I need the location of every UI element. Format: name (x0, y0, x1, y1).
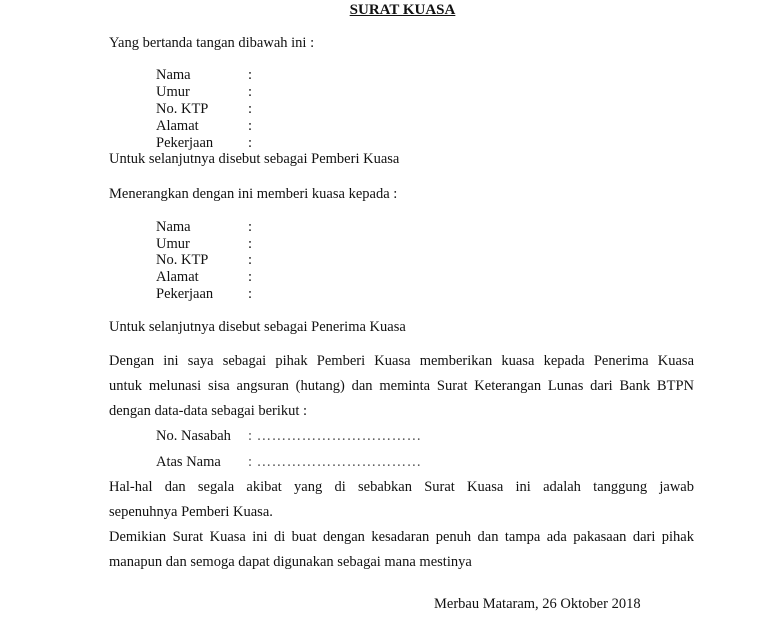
grantee-name-label: Nama (156, 219, 191, 235)
account-holder-label: Atas Nama (156, 454, 221, 470)
purpose-line-3: dengan data-data sebagai berikut : (109, 403, 308, 419)
grantee-role-text: Untuk selanjutnya disebut sebagai Penerima Kuasa (109, 319, 406, 335)
account-number-label: No. Nasabah (156, 428, 231, 444)
intro-text: Yang bertanda tangan dibawah ini : (109, 35, 315, 51)
grantee-name-colon: : (248, 219, 253, 235)
purpose-line-1: Dengan ini saya sebagai pihak Pemberi Kuasa memberikan kuasa kepada Penerima Kuasa (109, 353, 694, 369)
account-holder-value: : …………………………… (248, 454, 422, 470)
grantee-age-colon: : (248, 236, 253, 252)
grantor-age-colon: : (248, 84, 253, 100)
responsibility-line-1: Hal-hal dan segala akibat yang di sebabkan Surat Kuasa ini adalah tanggung jawab (109, 479, 694, 495)
closing-line-1: Demikian Surat Kuasa ini di buat dengan kesadaran penuh dan tampa ada pakasaan dari pihak (109, 529, 694, 545)
grantor-name-label: Nama (156, 67, 191, 83)
grantor-job-colon: : (248, 135, 253, 151)
grantor-address-label: Alamat (156, 118, 199, 134)
purpose-line-2: untuk melunasi sisa angsuran (hutang) dan meminta Surat Keterangan Lunas dari Bank BTPN (109, 378, 694, 394)
grantor-ktp-colon: : (248, 101, 253, 117)
responsibility-line-2: sepenuhnya Pemberi Kuasa. (109, 504, 273, 520)
grantor-role-text: Untuk selanjutnya disebut sebagai Pemberi Kuasa (109, 151, 400, 167)
closing-line-2: manapun dan semoga dapat digunakan sebagai mana mestinya (109, 554, 472, 570)
declaration-text: Menerangkan dengan ini memberi kuasa kepada : (109, 186, 398, 202)
account-number-value: : …………………………… (248, 428, 422, 444)
grantee-job-colon: : (248, 286, 253, 302)
grantee-ktp-colon: : (248, 252, 253, 268)
place-date: Merbau Mataram, 26 Oktober 2018 (434, 596, 641, 612)
grantee-age-label: Umur (156, 236, 190, 252)
grantee-job-label: Pekerjaan (156, 286, 214, 302)
grantor-job-label: Pekerjaan (156, 135, 214, 151)
grantor-ktp-label: No. KTP (156, 101, 209, 117)
grantor-name-colon: : (248, 67, 253, 83)
grantee-ktp-label: No. KTP (156, 252, 209, 268)
grantor-age-label: Umur (156, 84, 190, 100)
document-title: SURAT KUASA (349, 2, 456, 18)
grantee-address-label: Alamat (156, 269, 199, 285)
grantor-address-colon: : (248, 118, 253, 134)
grantee-address-colon: : (248, 269, 253, 285)
